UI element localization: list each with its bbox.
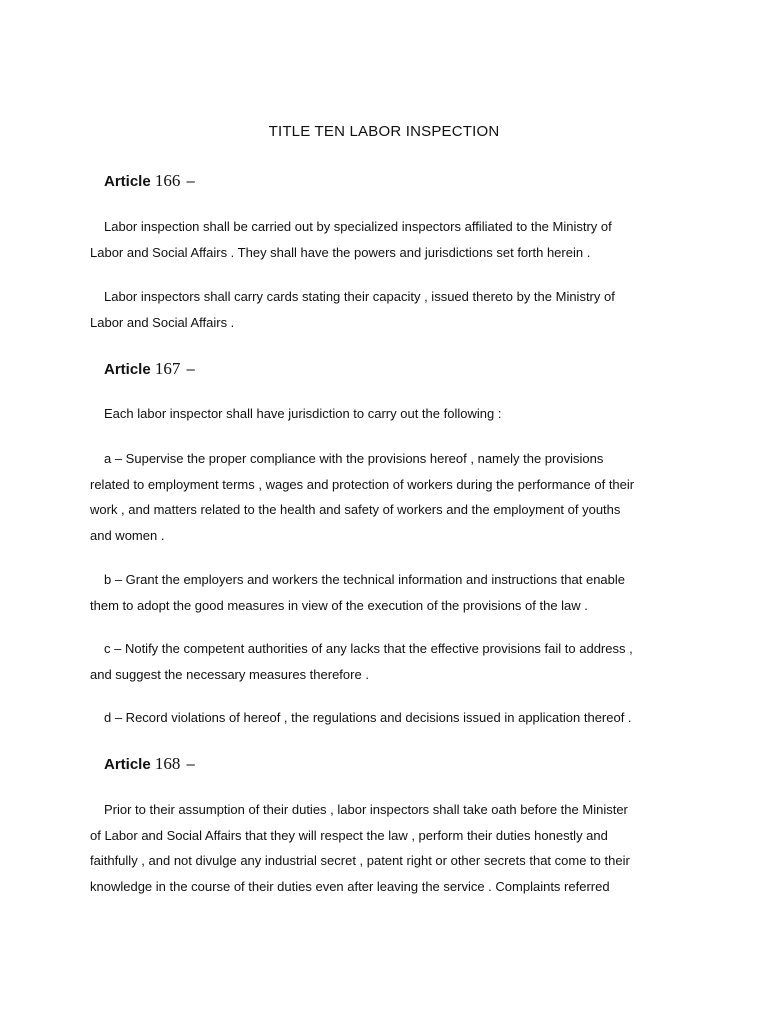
paragraph-line: work , and matters related to the health and safety of workers and the employment of youths [90, 502, 621, 517]
article-dash: – [186, 173, 195, 190]
paragraph-line: c – Notify the competent authorities of any lacks that the effective provisions fail to address , [104, 641, 633, 656]
article-label: Article [104, 173, 151, 190]
article-heading [104, 754, 195, 774]
document-title: TITLE TEN LABOR INSPECTION [268, 123, 500, 140]
paragraph-line: Labor and Social Affairs . They shall have the powers and jurisdictions set forth herein . [90, 244, 591, 260]
article-heading [104, 359, 195, 379]
paragraph [90, 214, 680, 265]
article-dash: – [186, 756, 195, 773]
paragraph-line: of Labor and Social Affairs that they will respect the law , perform their duties honestly and [90, 827, 608, 843]
article-number: 166 [154, 171, 181, 190]
article-dash: – [186, 361, 195, 378]
paragraph-line: them to adopt the good measures in view of the execution of the provisions of the law . [90, 597, 588, 613]
article-heading [104, 171, 195, 191]
paragraph-line: Labor and Social Affairs . [90, 314, 235, 330]
paragraph-line: Each labor inspector shall have jurisdiction to carry out the following : [104, 406, 502, 421]
paragraph-line: b – Grant the employers and workers the technical information and instructions that enable [104, 572, 626, 587]
article-label: Article [104, 361, 151, 378]
paragraph-line: and women . [90, 527, 165, 543]
paragraph [90, 636, 680, 687]
paragraph-line: knowledge in the course of their duties even after leaving the service . Complaints referred [90, 878, 610, 894]
article-number: 168 [154, 754, 181, 773]
article-label: Article [104, 756, 151, 773]
paragraph-line: Prior to their assumption of their duties , labor inspectors shall take oath before the Minister [104, 802, 628, 817]
paragraph [90, 284, 680, 335]
paragraph-line: Labor inspectors shall carry cards stating their capacity , issued thereto by the Ministry of [104, 289, 615, 304]
paragraph [90, 797, 680, 899]
paragraph [90, 446, 680, 548]
paragraph [90, 401, 680, 427]
paragraph [90, 705, 680, 731]
paragraph-line: d – Record violations of hereof , the regulations and decisions issued in application thereof . [104, 710, 632, 725]
paragraph [90, 567, 680, 618]
paragraph-line: related to employment terms , wages and protection of workers during the performance of their [90, 476, 635, 492]
paragraph-line: a – Supervise the proper compliance with the provisions hereof , namely the provisions [104, 451, 604, 466]
paragraph-line: Labor inspection shall be carried out by specialized inspectors affiliated to the Ministry of [104, 219, 612, 234]
paragraph-line: faithfully , and not divulge any industrial secret , patent right or other secrets that come to their [90, 853, 630, 868]
paragraph-line: and suggest the necessary measures therefore . [90, 666, 369, 682]
article-number: 167 [154, 359, 181, 378]
